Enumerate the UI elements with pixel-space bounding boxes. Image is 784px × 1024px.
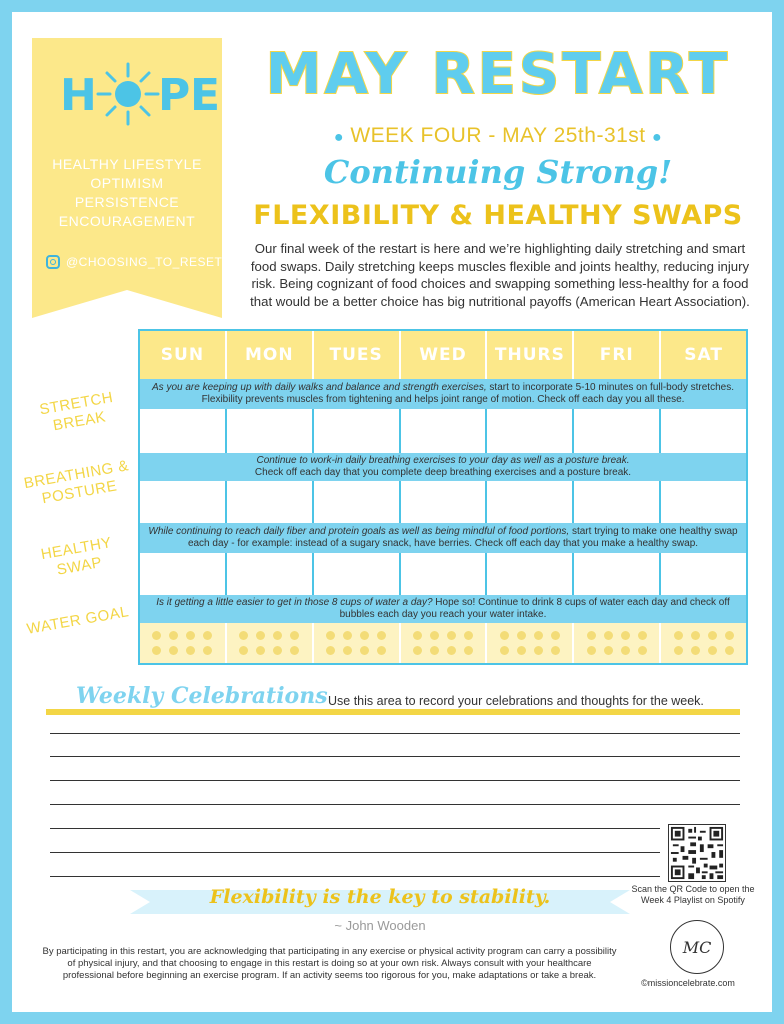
- check-cell[interactable]: [487, 409, 574, 453]
- water-bubble[interactable]: [186, 631, 195, 640]
- check-cell[interactable]: [487, 481, 574, 523]
- water-bubble[interactable]: [551, 646, 560, 655]
- check-cell[interactable]: [661, 409, 746, 453]
- water-bubble[interactable]: [674, 646, 683, 655]
- water-bubble[interactable]: [203, 646, 212, 655]
- week-theme: FLEXIBILITY & HEALTHY SWAPS: [253, 200, 743, 231]
- week-subtitle: [248, 124, 748, 148]
- check-cell[interactable]: [227, 553, 314, 595]
- water-bubble[interactable]: [152, 646, 161, 655]
- instruction-breathing: [140, 453, 746, 481]
- writing-line[interactable]: [50, 828, 660, 829]
- water-bubble-row: [140, 623, 746, 663]
- water-bubble[interactable]: [534, 646, 543, 655]
- water-bubble[interactable]: [413, 631, 422, 640]
- water-bubble-cell: [661, 623, 746, 663]
- water-bubble[interactable]: [621, 646, 630, 655]
- water-bubble[interactable]: [413, 646, 422, 655]
- water-bubble[interactable]: [500, 646, 509, 655]
- instruction-text: Hope so! Continue to drink 8 cups of water each day and check off bubbles each day you reach your water intake.: [339, 596, 730, 620]
- water-bubble[interactable]: [447, 646, 456, 655]
- checkbox-row-stretch: [140, 409, 746, 453]
- disclaimer: By participating in this restart, you are acknowledging that participating in any exercise or physical activity program can carry a possibility of physical injury, and that choosing to engage in this restart is doing so at your own risk. Always consult with your healthcare professional before beginning an exercise program. If an activity seems too rigorous for you, make adaptations or take a break.: [42, 946, 617, 981]
- water-bubble[interactable]: [169, 646, 178, 655]
- row-label-water: WATER GOAL: [25, 603, 131, 638]
- water-bubble[interactable]: [500, 631, 509, 640]
- check-cell[interactable]: [140, 409, 227, 453]
- check-cell[interactable]: [574, 409, 661, 453]
- water-bubble[interactable]: [239, 646, 248, 655]
- check-cell[interactable]: [314, 409, 401, 453]
- instruction-emphasis: While continuing to reach daily fiber and protein goals as well as being mindful of food portions,: [148, 525, 570, 537]
- check-cell[interactable]: [401, 553, 488, 595]
- checkbox-row-swap: [140, 553, 746, 595]
- tracker-table: [138, 329, 748, 665]
- water-bubble[interactable]: [691, 631, 700, 640]
- water-bubble-cell: [140, 623, 227, 663]
- water-bubble[interactable]: [360, 631, 369, 640]
- water-bubble-cell: [227, 623, 314, 663]
- check-cell[interactable]: [227, 481, 314, 523]
- celebrations-note: Use this area to record your celebrations and thoughts for the week.: [328, 694, 704, 708]
- hope-letter-e: E: [190, 70, 223, 121]
- water-bubble[interactable]: [621, 631, 630, 640]
- water-bubble[interactable]: [360, 646, 369, 655]
- water-bubble[interactable]: [256, 631, 265, 640]
- instagram-handle[interactable]: [46, 255, 222, 269]
- water-bubble[interactable]: [638, 631, 647, 640]
- hope-word: ENCOURAGEMENT: [58, 213, 196, 229]
- celebrations-title: Weekly Celebrations: [76, 683, 328, 709]
- day-header: MON: [227, 331, 314, 379]
- water-bubble[interactable]: [725, 631, 734, 640]
- check-cell[interactable]: [140, 481, 227, 523]
- instruction-swap: [140, 523, 746, 553]
- water-bubble[interactable]: [326, 646, 335, 655]
- water-bubble-cell: [401, 623, 488, 663]
- water-bubble[interactable]: [638, 646, 647, 655]
- water-bubble[interactable]: [674, 631, 683, 640]
- water-bubble-cell: [487, 623, 574, 663]
- checkbox-row-breathing: [140, 481, 746, 523]
- instruction-text: Check off each day that you complete deep breathing exercises and a posture break.: [254, 467, 632, 478]
- quote-text: Flexibility is the key to stability.: [209, 886, 551, 908]
- check-cell[interactable]: [661, 553, 746, 595]
- celebrations-divider: [46, 709, 740, 715]
- day-header: THURS: [487, 331, 574, 379]
- qr-caption: Scan the QR Code to open the Week 4 Playlist on Spotify: [631, 884, 755, 905]
- hope-logo: [50, 60, 223, 140]
- tagline: Continuing Strong!: [323, 153, 673, 191]
- water-bubble[interactable]: [447, 631, 456, 640]
- water-bubble[interactable]: [708, 646, 717, 655]
- writing-line[interactable]: [50, 876, 660, 877]
- water-bubble[interactable]: [517, 631, 526, 640]
- row-label-breathing: BREATHING & POSTURE: [22, 457, 131, 508]
- day-header: WED: [401, 331, 488, 379]
- day-header-row: [140, 331, 746, 379]
- instruction-emphasis: Continue to work-in daily breathing exercises to your day as well as a posture break.: [256, 454, 630, 466]
- water-bubble[interactable]: [430, 631, 439, 640]
- water-bubble[interactable]: [517, 646, 526, 655]
- instruction-water: [140, 595, 746, 623]
- water-bubble[interactable]: [169, 631, 178, 640]
- writing-line[interactable]: [50, 733, 740, 734]
- check-cell[interactable]: [401, 409, 488, 453]
- check-cell[interactable]: [574, 481, 661, 523]
- water-bubble[interactable]: [256, 646, 265, 655]
- water-bubble[interactable]: [343, 646, 352, 655]
- water-bubble[interactable]: [239, 631, 248, 640]
- row-label-swap: HEALTHY SWAP: [39, 534, 114, 579]
- mission-celebrate-logo-text: MC: [682, 937, 712, 957]
- water-bubble[interactable]: [691, 646, 700, 655]
- water-bubble[interactable]: [587, 631, 596, 640]
- instruction-emphasis: Is it getting a little easier to get in those 8 cups of water a day?: [156, 596, 433, 608]
- check-cell[interactable]: [227, 409, 314, 453]
- water-bubble[interactable]: [725, 646, 734, 655]
- day-header: TUES: [314, 331, 401, 379]
- water-bubble[interactable]: [290, 631, 299, 640]
- instruction-text: start trying to make one healthy swap each day - for example: instead of a sugary snack, have berries. Check off each day that you make a healthy swap.: [187, 525, 738, 549]
- bullet-icon: ●: [333, 129, 344, 146]
- water-bubble[interactable]: [203, 631, 212, 640]
- water-bubble[interactable]: [377, 631, 386, 640]
- hope-letter-p: P: [158, 70, 193, 121]
- hope-word: OPTIMISM: [90, 175, 164, 191]
- water-bubble-cell: [314, 623, 401, 663]
- water-bubble[interactable]: [604, 631, 613, 640]
- hope-words: [32, 155, 222, 231]
- water-bubble[interactable]: [273, 631, 282, 640]
- water-bubble[interactable]: [464, 646, 473, 655]
- copyright[interactable]: ©missioncelebrate.com: [641, 978, 735, 988]
- instruction-text: start to incorporate 5-10 minutes on full-body stretches. Flexibility prevents muscles from tightening and helps joint range of motion. Check off each day you all these.: [201, 381, 734, 405]
- intro-paragraph: Our final week of the restart is here and we’re highlighting daily stretching and smart food swaps. Daily stretching keeps muscles flexible and joints healthy, reducing injury risk. Being cognizant of food choices and swapping something less-healthy for a food that would be a better choice has big nutritional payoffs (American Heart Association).: [250, 241, 750, 309]
- day-header: SAT: [661, 331, 746, 379]
- check-cell[interactable]: [314, 553, 401, 595]
- instruction-stretch: [140, 379, 746, 409]
- quote-author: ~ John Wooden: [334, 918, 426, 933]
- water-bubble[interactable]: [343, 631, 352, 640]
- check-cell[interactable]: [661, 481, 746, 523]
- mission-celebrate-logo: [670, 920, 724, 974]
- check-cell[interactable]: [574, 553, 661, 595]
- water-bubble[interactable]: [290, 646, 299, 655]
- instagram-handle-text: @CHOOSING_TO_RESET: [66, 255, 223, 269]
- water-bubble[interactable]: [273, 646, 282, 655]
- bullet-icon: ●: [651, 129, 663, 146]
- sun-icon: [96, 62, 160, 126]
- water-bubble[interactable]: [326, 631, 335, 640]
- water-bubble[interactable]: [186, 646, 195, 655]
- qr-code-icon[interactable]: [668, 824, 726, 882]
- check-cell[interactable]: [314, 481, 401, 523]
- writing-line[interactable]: [50, 780, 740, 781]
- water-bubble[interactable]: [464, 631, 473, 640]
- instruction-emphasis: As you are keeping up with daily walks and balance and strength exercises,: [152, 381, 487, 393]
- water-bubble[interactable]: [534, 631, 543, 640]
- hope-word: PERSISTENCE: [74, 194, 180, 210]
- check-cell[interactable]: [487, 553, 574, 595]
- water-bubble[interactable]: [377, 646, 386, 655]
- writing-line[interactable]: [50, 804, 740, 805]
- hope-word: HEALTHY LIFESTYLE: [52, 156, 202, 172]
- water-bubble[interactable]: [708, 631, 717, 640]
- water-bubble-cell: [574, 623, 661, 663]
- check-cell[interactable]: [140, 553, 227, 595]
- check-cell[interactable]: [401, 481, 488, 523]
- day-header: SUN: [140, 331, 227, 379]
- water-bubble[interactable]: [430, 646, 439, 655]
- hope-letter-h: H: [60, 70, 99, 121]
- water-bubble[interactable]: [587, 646, 596, 655]
- writing-line[interactable]: [50, 852, 660, 853]
- row-label-stretch: STRETCH BREAK: [38, 388, 115, 435]
- water-bubble[interactable]: [604, 646, 613, 655]
- writing-line[interactable]: [50, 756, 740, 757]
- water-bubble[interactable]: [152, 631, 161, 640]
- page-title: MAY RESTART: [265, 42, 731, 107]
- day-header: FRI: [574, 331, 661, 379]
- week-subtitle-text: WEEK FOUR - MAY 25th-31st: [350, 124, 646, 147]
- instagram-icon: [46, 255, 60, 269]
- water-bubble[interactable]: [551, 631, 560, 640]
